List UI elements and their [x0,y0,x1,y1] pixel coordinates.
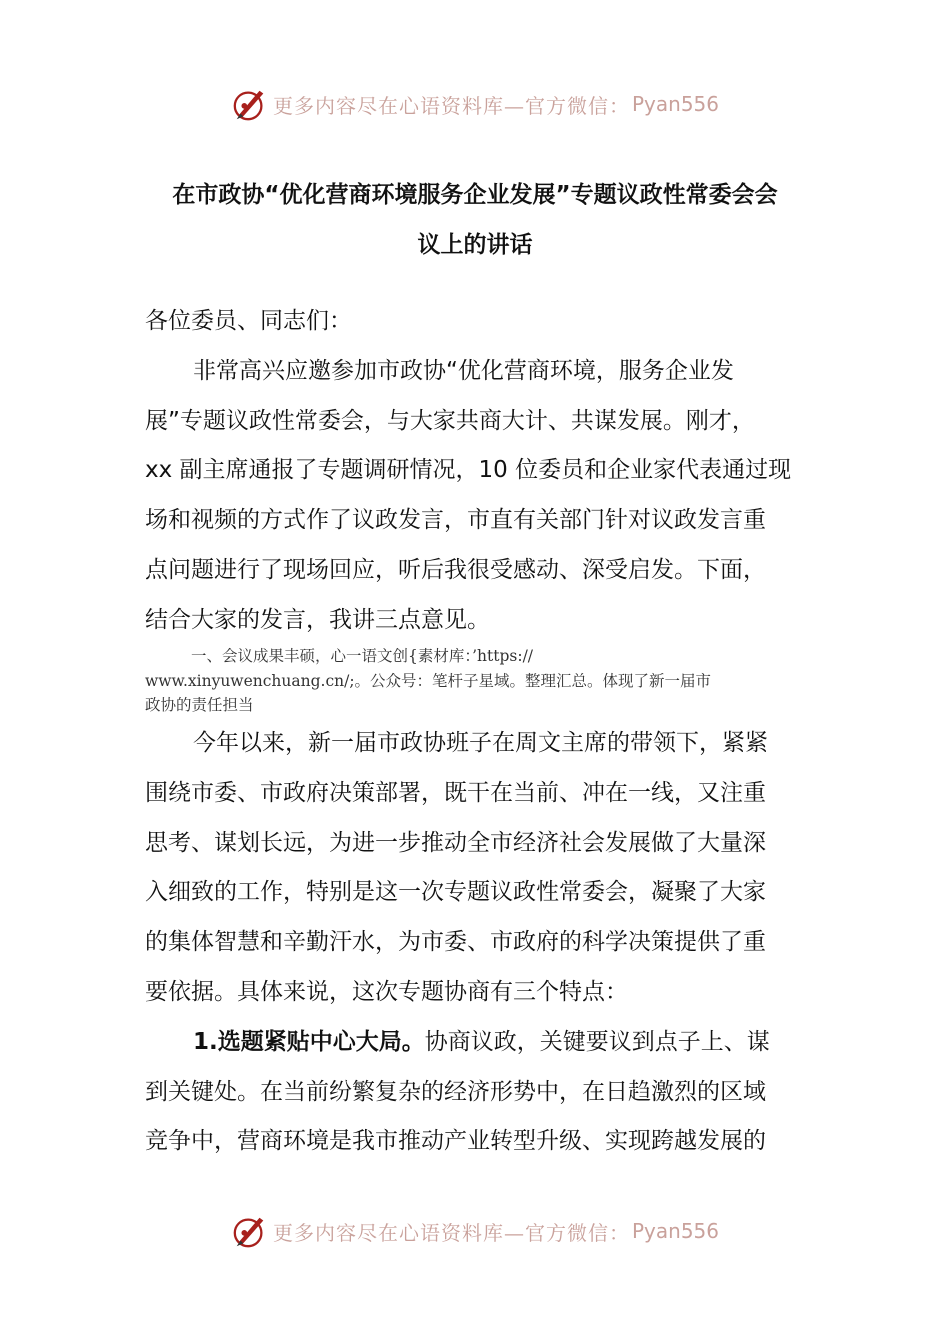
watermark-banner-bottom [0,1211,950,1251]
paragraph-2-line-5: 的集体智慧和辛勤汗水，为市委、市政府的科学决策提供了重 [145,929,766,956]
watermark-text: 更多内容尽在心语资料库—官方微信： [272,93,630,118]
paragraph-2-line-3: 思考、谋划长远，为进一步推动全市经济社会发展做了大量深 [145,829,766,856]
paragraph-1-line-4: 场和视频的方式作了议政发言，市直有关部门针对议政发言重 [145,507,766,534]
title-line-1: 在市政协“优化营商环境服务企业发展”专题议政性常委会会 [172,182,778,208]
section-heading-line-3: 政协的责任担当 [145,696,254,714]
paragraph-1-line-1: 非常高兴应邀参加市政协“优化营商环境，服务企业发 [193,357,734,384]
watermark-text: 更多内容尽在心语资料库—官方微信： [272,1220,630,1245]
body-part-1 [145,297,810,646]
paragraph-2-line-2: 围绕市委、市政府决策部署，既干在当前、冲在一线，又注重 [145,779,766,806]
point-1-line-3: 竞争中，营商环境是我市推动产业转型升级、实现跨越发展的 [145,1128,766,1155]
pen-logo-icon [231,1212,269,1250]
salutation: 各位委员、同志们： [145,308,352,334]
paragraph-1-line-6: 结合大家的发言，我讲三点意见。 [145,606,490,633]
paragraph-1-line-5: 点问题进行了现场回应，听后我很受感动、深受启发。下面， [145,556,766,583]
watermark-wechat-id: Pyan556 [631,1219,719,1243]
paragraph-2-line-1: 今年以来，新一届市政协班子在周文主席的带领下，紧紧 [193,730,768,756]
section-heading [145,644,810,718]
document-title [100,170,850,270]
point-1-heading: 1.选题紧贴中心大局。 [193,1028,425,1055]
paragraph-2-line-6: 要依据。具体来说，这次专题协商有三个特点： [145,978,628,1005]
point-1-text: 协商议政，关键要议到点子上、谋 [424,1028,770,1055]
paragraph-1-line-2: 展”专题议政性常委会，与大家共商大计、共谋发展。刚才， [145,407,755,434]
body-part-2 [145,719,810,1167]
section-heading-line-1: 一、会议成果丰硕，心一语文创{素材库：’https:// [191,647,534,665]
pen-logo-icon [231,85,269,123]
point-1-line-2: 到关键处。在当前纷繁复杂的经济形势中，在日趋激烈的区域 [145,1078,766,1105]
paragraph-2-line-4: 入细致的工作，特别是这一次专题议政性常委会，凝聚了大家 [145,879,766,906]
paragraph-1-line-3: xx 副主席通报了专题调研情况，10 位委员和企业家代表通过现 [145,457,792,484]
section-heading-line-2: www.xinyuwenchuang.cn/;。公众号：笔杆子星域。整理汇总。体现了新一届市 [145,671,712,690]
title-line-2: 议上的讲话 [417,232,533,258]
watermark-wechat-id: Pyan556 [631,92,719,116]
watermark-banner-top [0,84,950,124]
point-1-line-1 [145,1018,810,1068]
